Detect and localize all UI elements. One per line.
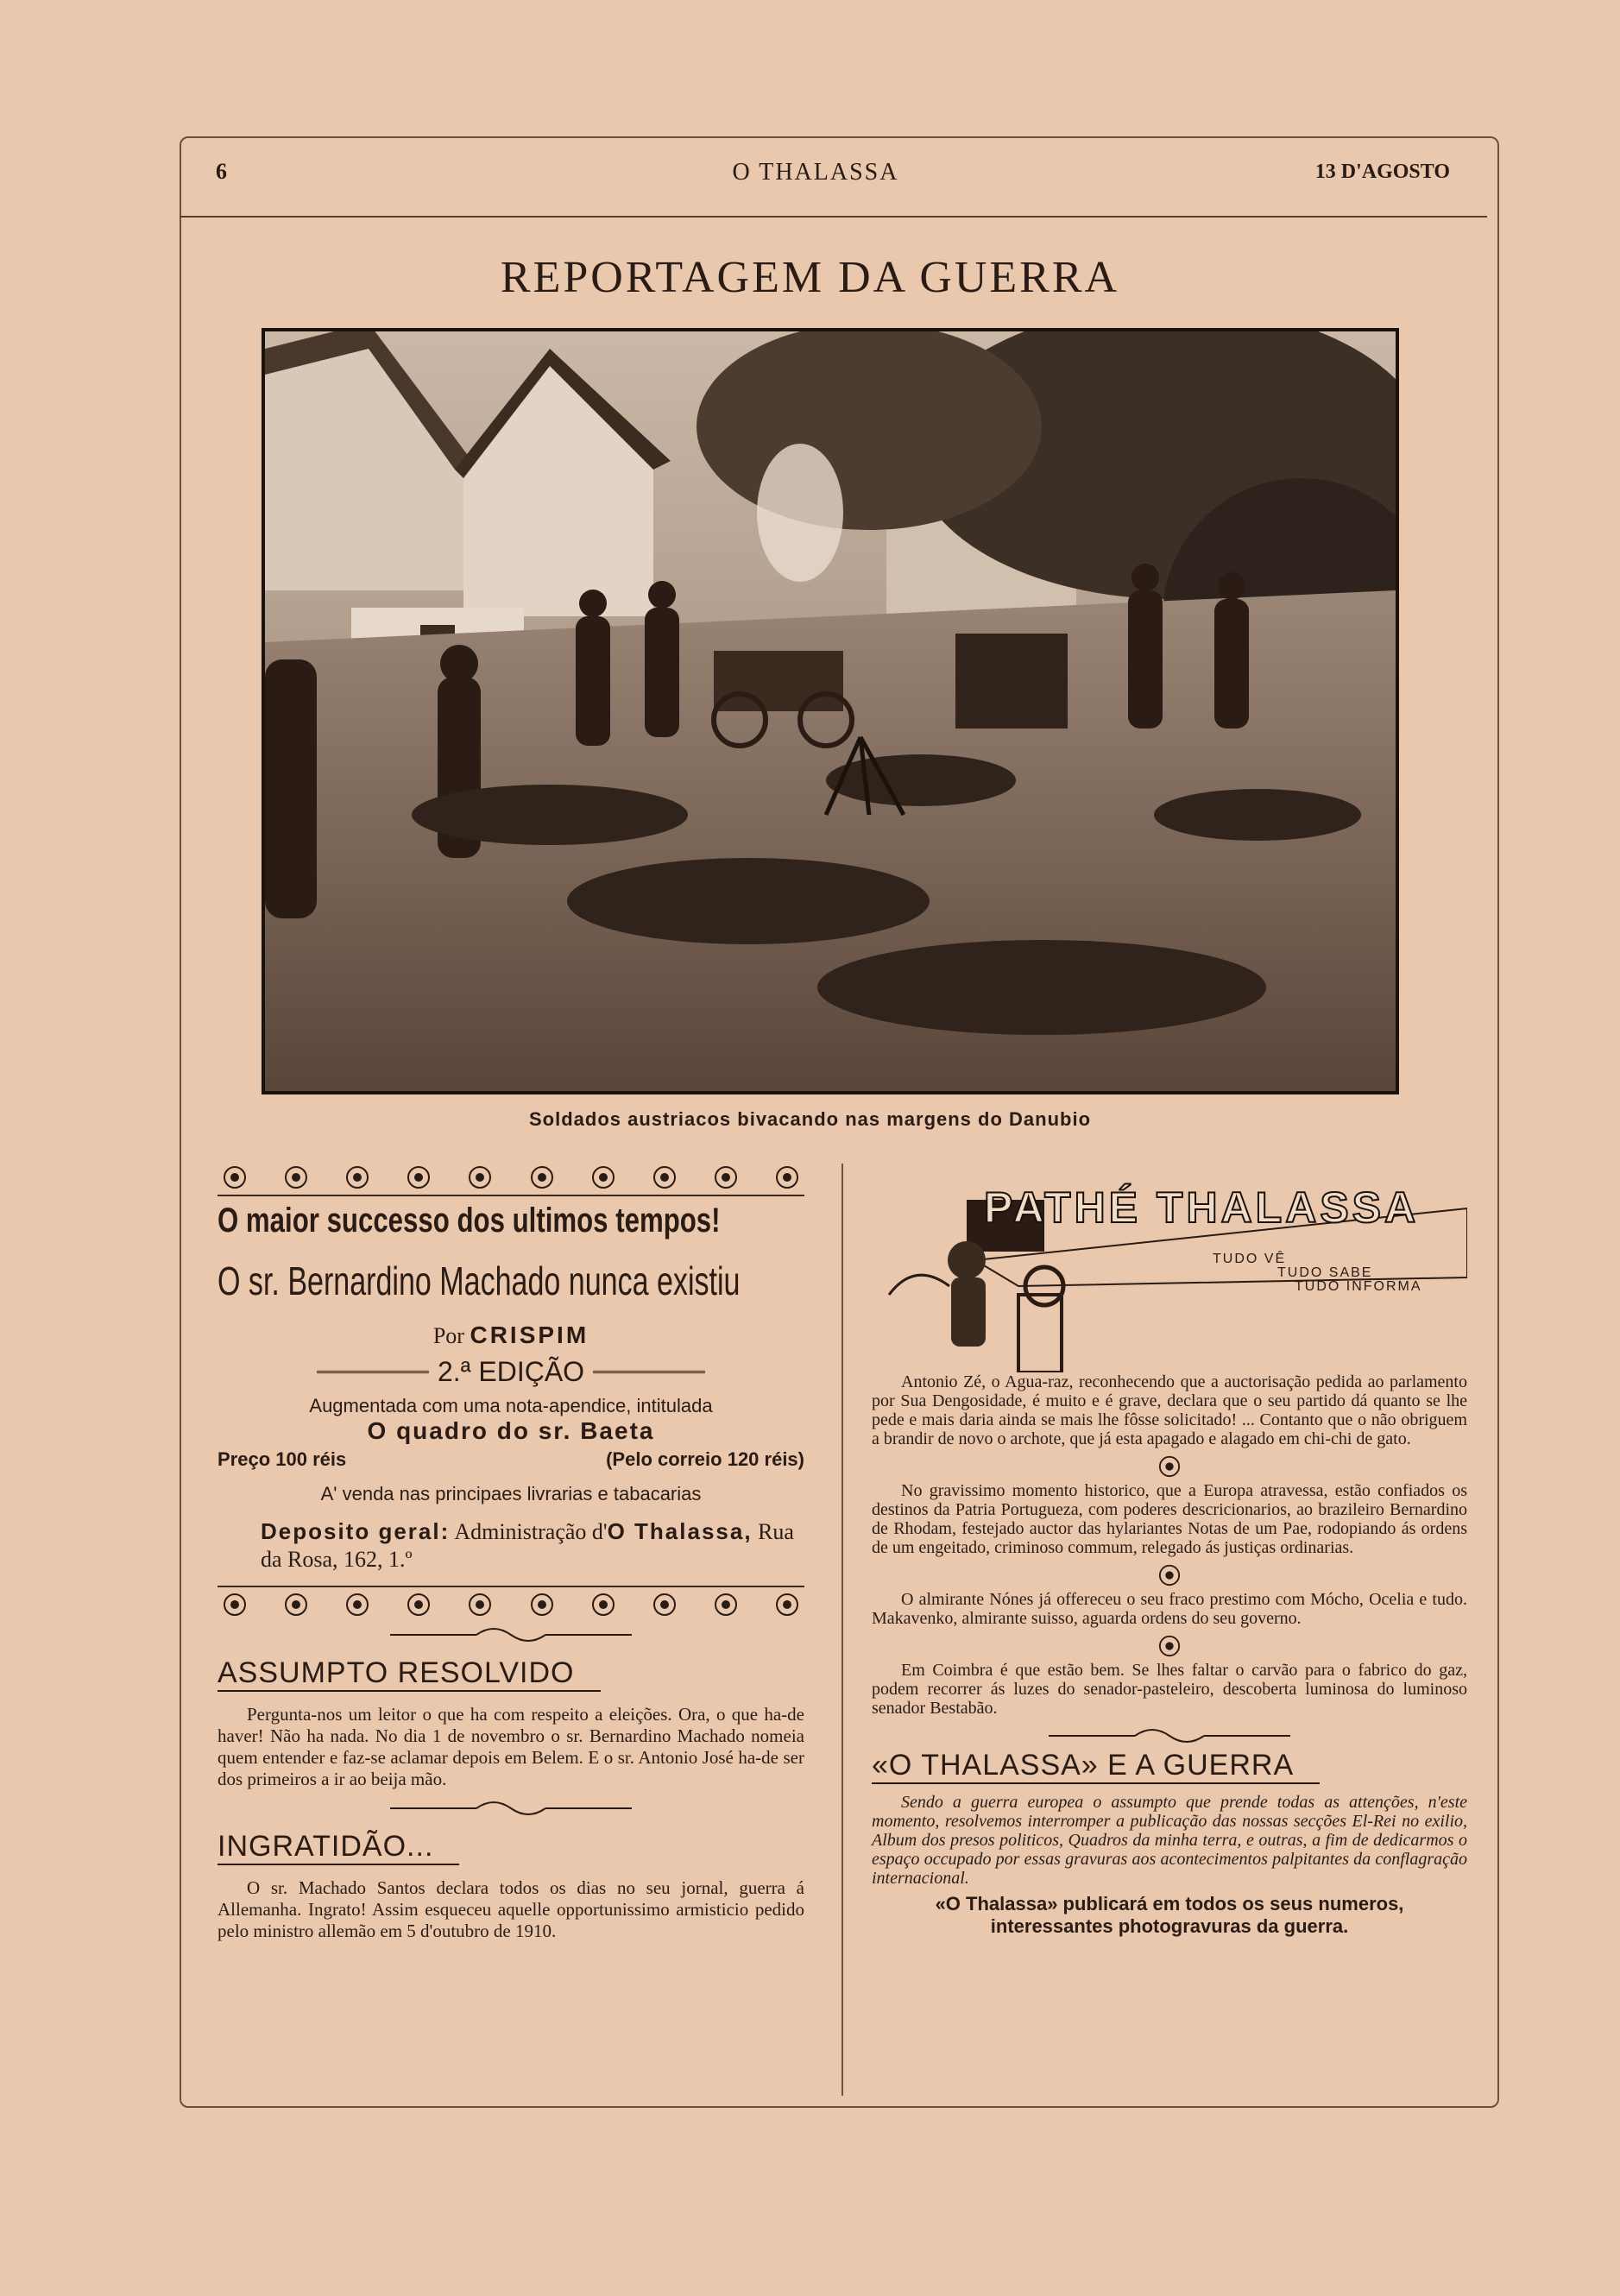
news-text-ingratidao: O sr. Machado Santos declara todos os dias no seu jornal, guerra á Allemanha. Ingrato! Assim esqueceu aquelle opportunissimo armisticio pedido pelo ministro allemão em 5 d'outubro de 1910. <box>217 1877 804 1941</box>
deposit-info <box>217 1517 804 1574</box>
flower-icon <box>591 1593 615 1617</box>
flower-ornament-row <box>217 1593 804 1617</box>
news-title-assumpto: ASSUMPTO RESOLVIDO <box>217 1656 601 1692</box>
pathe-tag-3: TUDO INFORMA <box>1295 1279 1422 1294</box>
flower-icon <box>1158 1564 1181 1586</box>
pathe-paragraph-3: O almirante Nónes já offereceu o seu fraco prestimo com Mócho, Ocelia e tudo. Makavenko, almirante suisso, aguarda ordens do seu governo. <box>872 1590 1467 1628</box>
flower-icon <box>345 1165 369 1189</box>
column-divider <box>842 1164 843 2096</box>
left-column <box>217 1165 804 1942</box>
flower-icon <box>407 1593 431 1617</box>
deposit-label: Deposito geral: <box>261 1518 451 1544</box>
flower-icon <box>468 1593 492 1617</box>
flower-icon <box>530 1593 554 1617</box>
flower-icon <box>407 1165 431 1189</box>
deposit-text: Administração d' <box>454 1519 608 1544</box>
photo-caption: Soldados austriacos bivacando nas margens do Danubio <box>528 1108 1092 1130</box>
war-photograph <box>262 328 1399 1094</box>
flower-icon <box>591 1165 615 1189</box>
deposit-address: Rua da Rosa, 162, 1.º <box>261 1519 794 1572</box>
scroll-ornament-icon <box>390 1625 632 1644</box>
war-note: «O Thalassa» publicará em todos os seus numeros, interessantes photogravuras da guerra. <box>935 1893 1404 1937</box>
pathe-tag-2: TUDO SABE <box>1277 1265 1373 1280</box>
ad-headline: O maior successo dos ultimos tempos! <box>217 1202 721 1239</box>
pathe-tag-1: TUDO VÊ <box>1213 1252 1287 1266</box>
news-text-assumpto: Pergunta-nos um leitor o que ha com respeito a eleições. Ora, o que ha-de haver! Não ha nada. No dia 1 de novembro o sr. Bernardino Machado nomeia quem entender e faz-se aclamar depois em Belem. E o sr. Antonio José ha-de ser dos primeiros a ir ao beija mão. <box>217 1704 804 1789</box>
flower-icon <box>223 1165 247 1189</box>
issue-date: 13 D'AGOSTO <box>1314 161 1450 183</box>
sale-note: A' venda nas principaes livrarias e tabacarias <box>320 1483 702 1504</box>
flower-icon <box>1158 1455 1181 1478</box>
flower-ornament-row <box>217 1165 804 1189</box>
scroll-ornament-icon <box>390 1799 632 1818</box>
newspaper-title: O THALASSA <box>732 159 899 186</box>
pathe-banner <box>872 1165 1467 1372</box>
author-name: CRISPIM <box>470 1321 589 1348</box>
flower-icon <box>468 1165 492 1189</box>
flower-icon <box>530 1165 554 1189</box>
edition-label: 2.ª EDIÇÃO <box>437 1356 585 1387</box>
flower-icon <box>345 1593 369 1617</box>
price: Preço 100 réis <box>217 1448 347 1470</box>
pathe-logo: PATHÉ THALASSA <box>984 1183 1420 1232</box>
scroll-ornament-icon <box>1049 1726 1290 1745</box>
flower-icon <box>714 1593 738 1617</box>
flower-icon <box>775 1165 799 1189</box>
by-label: Por <box>432 1323 464 1348</box>
page-number: 6 <box>216 159 227 184</box>
flower-icon <box>284 1593 308 1617</box>
author-line <box>217 1321 804 1349</box>
war-text: Sendo a guerra europea o assumpto que prende todas as attenções, n'este momento, resolvemos interromper a publicação das nossas secções El-Rei no exilio, Album dos presos politicos, Quadros da minha terra, e outras, a fim de dedicarmos o espaço occupado por essas gravuras aos acontecimentos palpitantes da conflagração internacional. <box>872 1793 1467 1888</box>
flower-icon <box>223 1593 247 1617</box>
price-row <box>217 1448 804 1471</box>
pathe-paragraph-1: Antonio Zé, o Agua-raz, reconhecendo que a auctorisação pedida ao parlamento por Sua Dengosidade, é muito e é grave, declara que o seu partido dá quanto se lhe pede e mais daria ainda se mais lhe fôsse solicitado! ... Contanto que o não obriguem a brandir de novo o archote, que já esta apagado e alagado em chi-chi de gato. <box>872 1372 1467 1448</box>
header-rule <box>180 216 1487 218</box>
section-title: REPORTAGEM DA GUERRA <box>500 253 1120 302</box>
flower-icon <box>652 1593 677 1617</box>
flower-icon <box>775 1593 799 1617</box>
ad-top-rule <box>217 1195 804 1196</box>
appendix-title: O quadro do sr. Baeta <box>367 1417 655 1444</box>
ad-bottom-rule <box>217 1586 804 1587</box>
flower-icon <box>652 1165 677 1189</box>
photo-illustration <box>265 331 1396 1091</box>
flower-icon <box>714 1165 738 1189</box>
pathe-paragraph-4: Em Coimbra é que estão bem. Se lhes faltar o carvão para o fabrico do gaz, podem recorrer ás luzes do senador-pasteleiro, descoberta luminosa do luminoso senador Bestabão. <box>872 1661 1467 1718</box>
right-column <box>872 1165 1467 1938</box>
deposit-name: O Thalassa, <box>607 1518 753 1544</box>
news-title-ingratidao: INGRATIDÃO... <box>217 1830 459 1865</box>
pathe-paragraph-2: No gravissimo momento historico, que a Europa atravessa, estão confiados os destinos da Patria Portugueza, com poderes descricionarios, ao brazileiro Bernardino de Rhodam, festejado auctor das hylariantes Notas de um Pae, rodopiando ás ordens de um engeitado, criminoso commum, relegado ás justiças ordinarias. <box>872 1481 1467 1557</box>
flower-icon <box>284 1165 308 1189</box>
flower-icon <box>1158 1635 1181 1657</box>
book-title: O sr. Bernardino Machado nunca existiu <box>217 1258 741 1303</box>
edition-line <box>217 1356 804 1388</box>
augmented-note: Augmentada com uma nota-apendice, intitulada <box>309 1395 713 1416</box>
price-mail: (Pelo correio 120 réis) <box>606 1448 804 1470</box>
page-header <box>181 152 1450 195</box>
war-title: «O THALASSA» E A GUERRA <box>872 1749 1320 1784</box>
